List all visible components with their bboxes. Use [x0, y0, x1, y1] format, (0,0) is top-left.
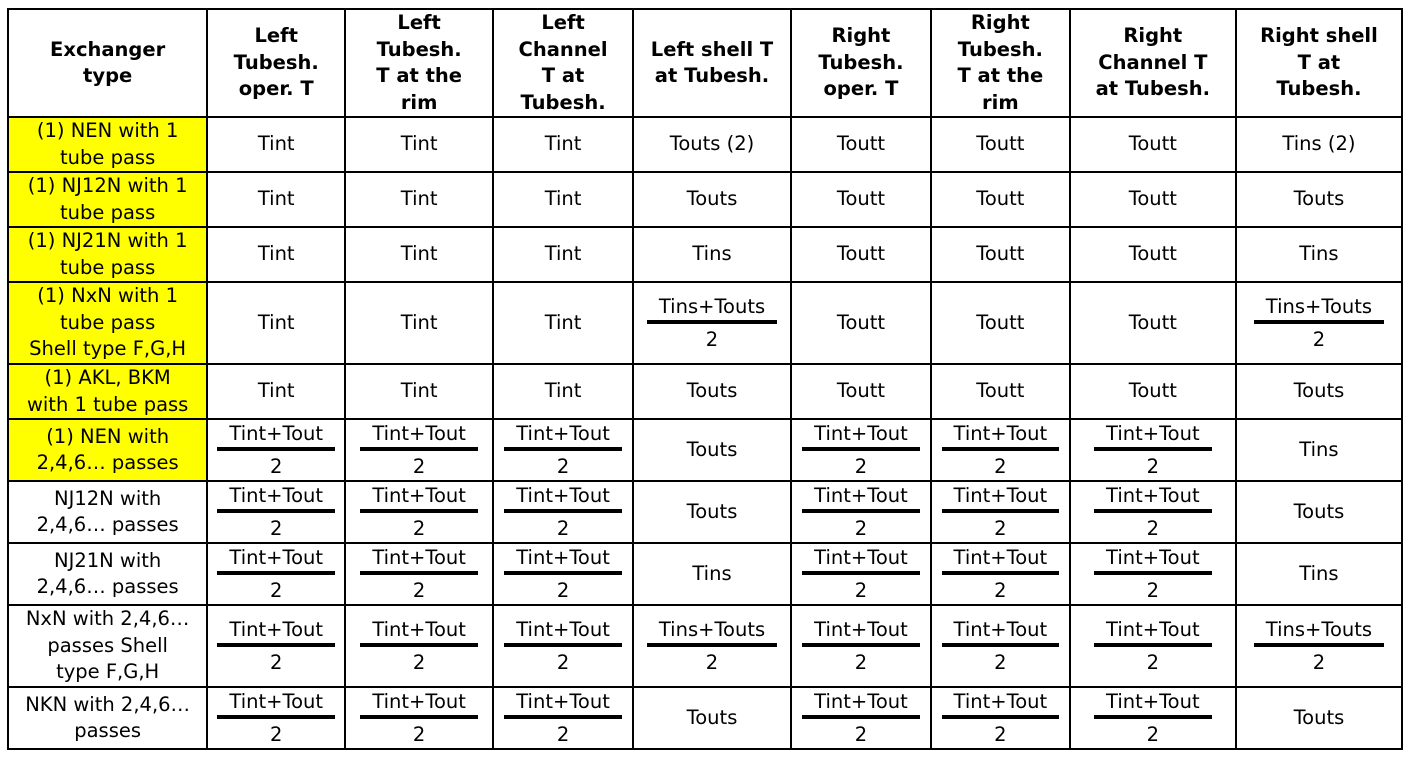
fraction-cell — [345, 543, 493, 605]
fraction-cell — [1070, 605, 1236, 687]
header-left-tubesheet-t-rim: Left Tubesh. T at the rim — [345, 9, 493, 117]
exchanger-type-cell: NJ21N with 2,4,6… passes — [8, 543, 207, 605]
fraction-numerator: Tint+Tout — [217, 688, 335, 719]
value-cell: Touts — [1236, 172, 1402, 227]
table-row — [8, 543, 1402, 605]
fraction — [217, 420, 335, 480]
header-left-tubesheet-oper-t: Left Tubesh. oper. T — [207, 9, 345, 117]
value-cell: Tint — [207, 172, 345, 227]
fraction-denominator: 2 — [854, 651, 868, 674]
fraction — [504, 688, 622, 748]
value-cell: Toutt — [791, 172, 931, 227]
value-cell: Toutt — [931, 117, 1070, 172]
fraction — [802, 420, 920, 480]
fraction — [1254, 616, 1384, 676]
header-right-channel-t: Right Channel T at Tubesh. — [1070, 9, 1236, 117]
fraction-cell — [633, 605, 791, 687]
fraction-cell — [493, 481, 633, 543]
fraction-cell — [345, 687, 493, 749]
fraction-denominator: 2 — [994, 579, 1007, 602]
value-cell: Tint — [345, 227, 493, 282]
fraction-denominator: 2 — [854, 455, 868, 478]
fraction-numerator: Tint+Tout — [802, 482, 920, 513]
exchanger-type-cell: NxN with 2,4,6… passes Shell type F,G,H — [8, 605, 207, 687]
fraction-numerator: Tint+Tout — [1094, 544, 1212, 575]
table-row — [8, 172, 1402, 227]
fraction — [802, 688, 920, 748]
fraction-numerator: Tint+Tout — [802, 688, 920, 719]
fraction-numerator: Tint+Tout — [504, 544, 622, 575]
fraction-cell — [207, 687, 345, 749]
fraction — [942, 688, 1060, 748]
header-right-tubesheet-oper-t: Right Tubesh. oper. T — [791, 9, 931, 117]
fraction — [504, 482, 622, 542]
fraction-denominator: 2 — [854, 517, 868, 540]
fraction-cell — [791, 419, 931, 481]
fraction-denominator: 2 — [270, 517, 283, 540]
fraction — [1094, 482, 1212, 542]
fraction — [360, 616, 478, 676]
value-cell: Touts — [633, 481, 791, 543]
fraction-numerator: Tint+Tout — [942, 420, 1060, 451]
exchanger-type-cell: (1) AKL, BKM with 1 tube pass — [8, 364, 207, 419]
fraction-denominator: 2 — [854, 723, 868, 746]
fraction-denominator: 2 — [1146, 455, 1160, 478]
fraction-denominator: 2 — [1146, 517, 1160, 540]
value-cell: Toutt — [1070, 172, 1236, 227]
fraction — [217, 544, 335, 604]
fraction-numerator: Tint+Tout — [217, 544, 335, 575]
fraction-numerator: Tint+Tout — [360, 420, 478, 451]
table-row — [8, 227, 1402, 282]
fraction-cell — [633, 282, 791, 364]
value-cell: Tins — [633, 543, 791, 605]
fraction-cell — [1070, 419, 1236, 481]
table-row — [8, 687, 1402, 749]
exchanger-type-cell: (1) NJ21N with 1 tube pass — [8, 227, 207, 282]
table-row — [8, 117, 1402, 172]
fraction-cell — [493, 543, 633, 605]
fraction-cell — [1236, 605, 1402, 687]
temperature-table — [7, 8, 1403, 750]
exchanger-type-cell: NJ12N with 2,4,6… passes — [8, 481, 207, 543]
header-left-shell-t: Left shell T at Tubesh. — [633, 9, 791, 117]
fraction-cell — [931, 419, 1070, 481]
value-cell: Tins — [633, 227, 791, 282]
fraction-denominator: 2 — [1146, 723, 1160, 746]
fraction-numerator: Tint+Tout — [217, 420, 335, 451]
fraction-cell — [1070, 481, 1236, 543]
value-cell: Toutt — [1070, 117, 1236, 172]
value-cell: Touts — [1236, 364, 1402, 419]
fraction — [217, 616, 335, 676]
fraction-denominator: 2 — [270, 723, 283, 746]
fraction-denominator: 2 — [1146, 651, 1160, 674]
fraction-cell — [493, 605, 633, 687]
fraction-cell — [207, 543, 345, 605]
fraction-cell — [345, 605, 493, 687]
value-cell: Toutt — [1070, 227, 1236, 282]
value-cell: Tint — [207, 364, 345, 419]
fraction-numerator: Tint+Tout — [942, 688, 1060, 719]
exchanger-type-cell: (1) NEN with 2,4,6… passes — [8, 419, 207, 481]
value-cell: Touts — [633, 687, 791, 749]
fraction-denominator: 2 — [412, 579, 426, 602]
value-cell: Tint — [207, 282, 345, 364]
fraction-cell — [493, 419, 633, 481]
fraction — [360, 544, 478, 604]
fraction-numerator: Tint+Tout — [360, 688, 478, 719]
value-cell: Toutt — [791, 282, 931, 364]
fraction — [1254, 293, 1384, 353]
value-cell: Tint — [345, 172, 493, 227]
value-cell: Tins — [1236, 419, 1402, 481]
fraction-denominator: 2 — [556, 579, 570, 602]
fraction-denominator: 2 — [270, 579, 283, 602]
value-cell: Tint — [345, 282, 493, 364]
fraction-denominator: 2 — [556, 651, 570, 674]
fraction-numerator: Tins+Touts — [647, 293, 777, 324]
table-body — [8, 117, 1402, 749]
table-row — [8, 605, 1402, 687]
fraction-numerator: Tint+Tout — [360, 616, 478, 647]
fraction-numerator: Tint+Tout — [217, 616, 335, 647]
value-cell: Tint — [493, 282, 633, 364]
value-cell: Toutt — [931, 227, 1070, 282]
fraction-cell — [207, 481, 345, 543]
fraction-denominator: 2 — [705, 651, 719, 674]
header-left-channel-t: Left Channel T at Tubesh. — [493, 9, 633, 117]
fraction-cell — [791, 687, 931, 749]
fraction-numerator: Tins+Touts — [1254, 616, 1384, 647]
fraction — [802, 616, 920, 676]
fraction-cell — [493, 687, 633, 749]
value-cell: Toutt — [931, 364, 1070, 419]
fraction-numerator: Tint+Tout — [1094, 688, 1212, 719]
fraction-cell — [207, 605, 345, 687]
fraction-numerator: Tint+Tout — [942, 544, 1060, 575]
fraction — [1094, 420, 1212, 480]
fraction-denominator: 2 — [994, 455, 1007, 478]
value-cell: Touts — [633, 172, 791, 227]
fraction-denominator: 2 — [1312, 328, 1326, 351]
fraction — [217, 688, 335, 748]
exchanger-type-cell: NKN with 2,4,6… passes — [8, 687, 207, 749]
value-cell: Tint — [493, 172, 633, 227]
fraction-denominator: 2 — [994, 651, 1007, 674]
value-cell: Tins — [1236, 227, 1402, 282]
fraction-numerator: Tint+Tout — [942, 616, 1060, 647]
value-cell: Touts — [633, 419, 791, 481]
fraction — [802, 544, 920, 604]
value-cell: Touts — [1236, 481, 1402, 543]
value-cell: Tint — [493, 227, 633, 282]
fraction-numerator: Tint+Tout — [504, 616, 622, 647]
fraction-numerator: Tins+Touts — [647, 616, 777, 647]
header-right-tubesheet-t-rim: Right Tubesh. T at the rim — [931, 9, 1070, 117]
value-cell: Touts — [1236, 687, 1402, 749]
fraction-numerator: Tint+Tout — [1094, 616, 1212, 647]
fraction-numerator: Tint+Tout — [942, 482, 1060, 513]
value-cell: Tint — [493, 117, 633, 172]
value-cell: Toutt — [791, 364, 931, 419]
fraction-denominator: 2 — [705, 328, 719, 351]
fraction-cell — [345, 419, 493, 481]
fraction — [942, 616, 1060, 676]
fraction-cell — [791, 481, 931, 543]
fraction — [942, 482, 1060, 542]
fraction-denominator: 2 — [994, 517, 1007, 540]
fraction-denominator: 2 — [556, 517, 570, 540]
fraction — [217, 482, 335, 542]
fraction-numerator: Tint+Tout — [217, 482, 335, 513]
value-cell: Toutt — [931, 282, 1070, 364]
value-cell: Toutt — [791, 227, 931, 282]
fraction — [504, 420, 622, 480]
fraction — [360, 688, 478, 748]
fraction-numerator: Tint+Tout — [802, 420, 920, 451]
fraction-cell — [791, 605, 931, 687]
fraction-numerator: Tint+Tout — [504, 420, 622, 451]
fraction-denominator: 2 — [994, 723, 1007, 746]
fraction-cell — [1236, 282, 1402, 364]
value-cell: Toutt — [1070, 282, 1236, 364]
fraction — [942, 420, 1060, 480]
fraction — [360, 482, 478, 542]
fraction-numerator: Tint+Tout — [802, 544, 920, 575]
fraction-cell — [931, 687, 1070, 749]
fraction — [647, 616, 777, 676]
fraction-numerator: Tint+Tout — [1094, 482, 1212, 513]
fraction-cell — [345, 481, 493, 543]
fraction-numerator: Tint+Tout — [504, 482, 622, 513]
fraction-denominator: 2 — [1146, 579, 1160, 602]
fraction — [504, 544, 622, 604]
fraction-numerator: Tint+Tout — [360, 544, 478, 575]
exchanger-type-cell: (1) NEN with 1 tube pass — [8, 117, 207, 172]
fraction-numerator: Tins+Touts — [1254, 293, 1384, 324]
fraction-numerator: Tint+Tout — [802, 616, 920, 647]
value-cell: Tint — [207, 117, 345, 172]
exchanger-type-cell: (1) NJ12N with 1 tube pass — [8, 172, 207, 227]
fraction — [647, 293, 777, 353]
fraction — [802, 482, 920, 542]
fraction-numerator: Tint+Tout — [360, 482, 478, 513]
fraction-denominator: 2 — [1312, 651, 1326, 674]
exchanger-type-cell: (1) NxN with 1 tube pass Shell type F,G,H — [8, 282, 207, 364]
value-cell: Toutt — [931, 172, 1070, 227]
value-cell: Tint — [345, 117, 493, 172]
fraction-denominator: 2 — [412, 455, 426, 478]
fraction-cell — [207, 419, 345, 481]
fraction-cell — [1070, 687, 1236, 749]
value-cell: Touts (2) — [633, 117, 791, 172]
value-cell: Tins — [1236, 543, 1402, 605]
fraction — [1094, 544, 1212, 604]
fraction-denominator: 2 — [556, 455, 570, 478]
value-cell: Toutt — [791, 117, 931, 172]
fraction — [1094, 616, 1212, 676]
fraction — [504, 616, 622, 676]
fraction-denominator: 2 — [412, 723, 426, 746]
header-row — [8, 9, 1402, 117]
value-cell: Touts — [633, 364, 791, 419]
value-cell: Tint — [493, 364, 633, 419]
value-cell: Toutt — [1070, 364, 1236, 419]
fraction — [942, 544, 1060, 604]
fraction-cell — [931, 605, 1070, 687]
fraction-denominator: 2 — [412, 651, 426, 674]
fraction-cell — [791, 543, 931, 605]
table-row — [8, 282, 1402, 364]
fraction — [360, 420, 478, 480]
fraction-denominator: 2 — [556, 723, 570, 746]
fraction — [1094, 688, 1212, 748]
fraction-denominator: 2 — [270, 651, 283, 674]
table-row — [8, 419, 1402, 481]
fraction-cell — [931, 481, 1070, 543]
table-row — [8, 481, 1402, 543]
fraction-numerator: Tint+Tout — [504, 688, 622, 719]
header-right-shell-t: Right shell T at Tubesh. — [1236, 9, 1402, 117]
fraction-denominator: 2 — [270, 455, 283, 478]
fraction-cell — [1070, 543, 1236, 605]
value-cell: Tint — [345, 364, 493, 419]
value-cell: Tins (2) — [1236, 117, 1402, 172]
table-row — [8, 364, 1402, 419]
fraction-cell — [931, 543, 1070, 605]
header-exchanger-type: Exchanger type — [8, 9, 207, 117]
fraction-numerator: Tint+Tout — [1094, 420, 1212, 451]
fraction-denominator: 2 — [854, 579, 868, 602]
value-cell: Tint — [207, 227, 345, 282]
fraction-denominator: 2 — [412, 517, 426, 540]
